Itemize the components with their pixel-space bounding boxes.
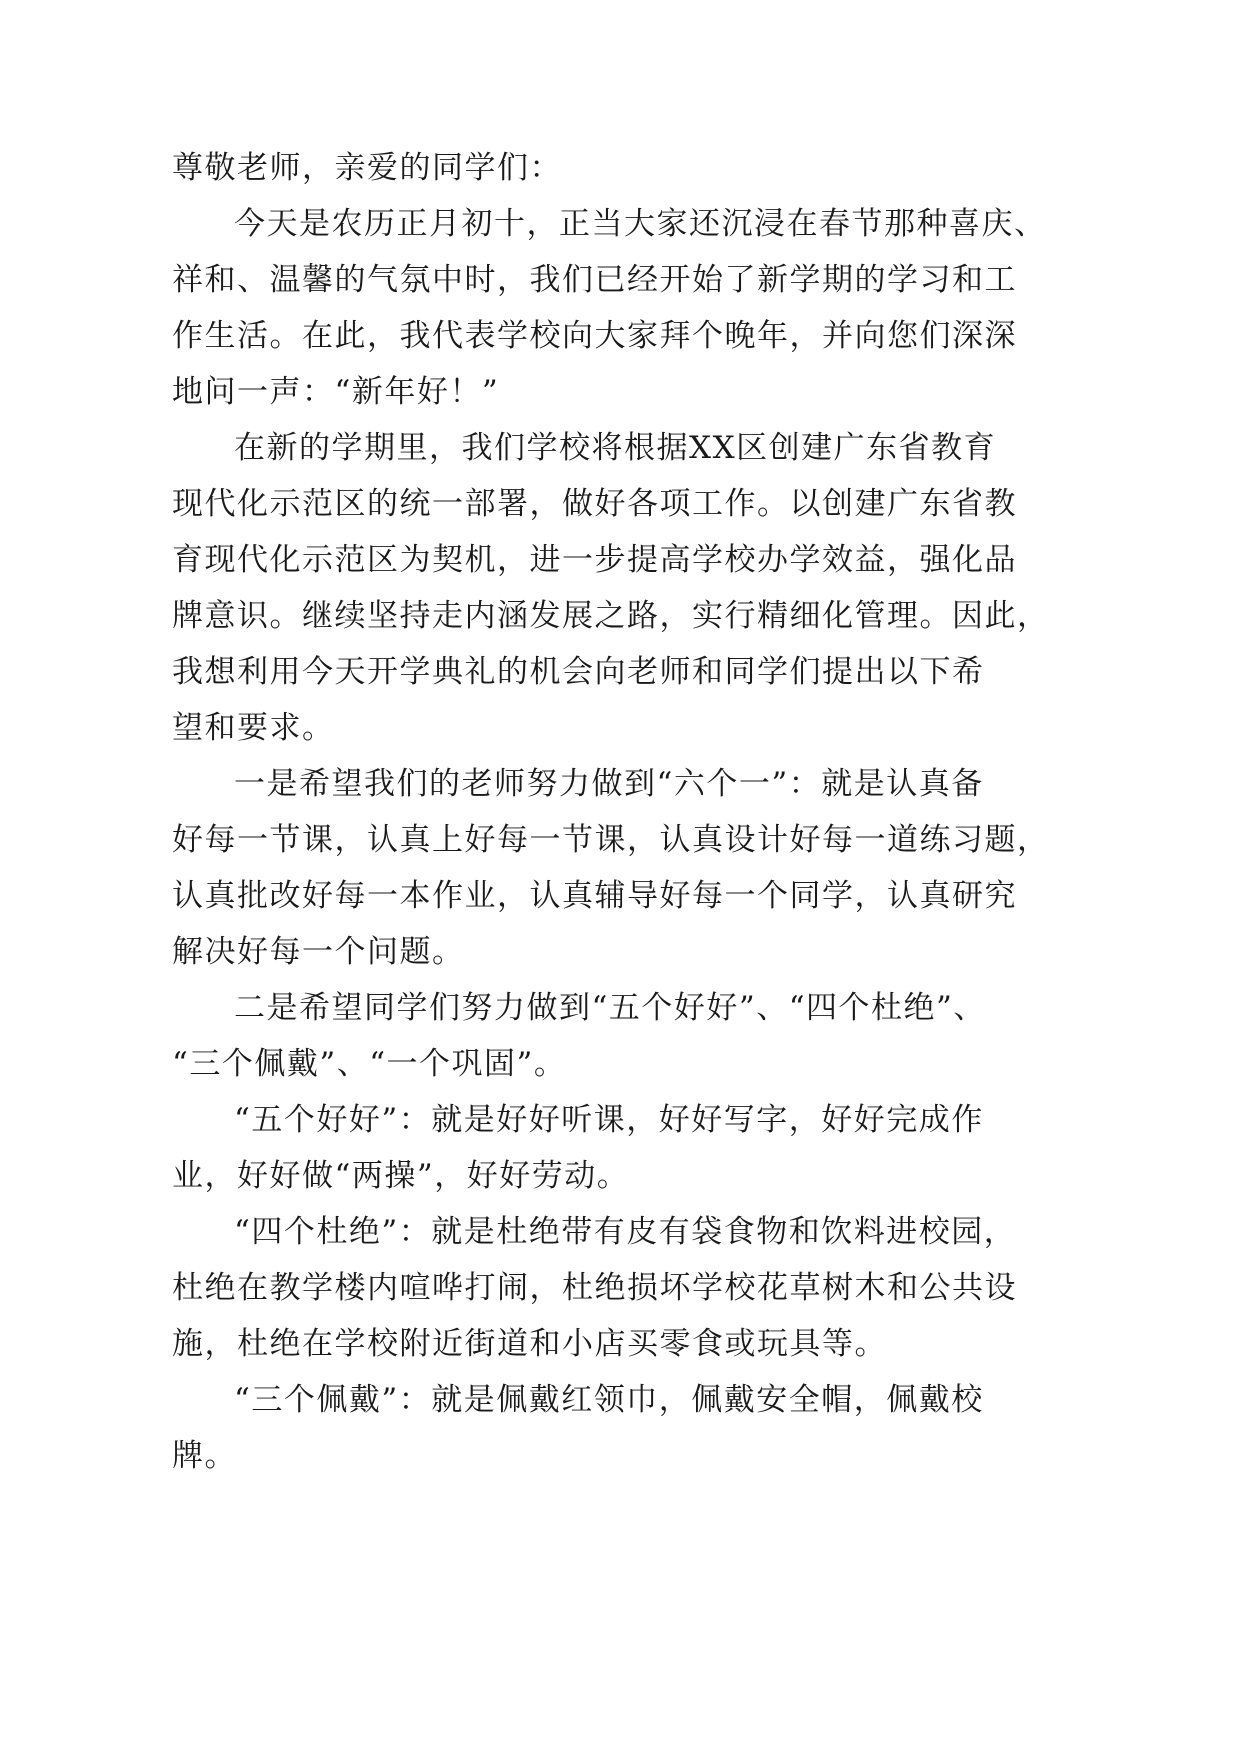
paragraph-3-line-1: 一是希望我们的老师努力做到“六个一”：就是认真备	[234, 766, 984, 802]
paragraph-2-line-1: 在新的学期里，我们学校将根据XX区创建广东省教育	[234, 430, 997, 466]
paragraph-3-line-2: 好每一节课，认真上好每一节课，认真设计好每一道练习题，	[172, 822, 1050, 858]
paragraph-2-line-3: 育现代化示范区为契机，进一步提高学校办学效益，强化品	[172, 542, 1017, 578]
paragraph-5-line-2: 业，好好做“两操”，好好劳动。	[172, 1158, 630, 1194]
paragraph-1-line-2: 祥和、温馨的气氛中时，我们已经开始了新学期的学习和工	[172, 262, 1017, 298]
paragraph-6-line-1: “四个杜绝”：就是杜绝带有皮有袋食物和饮料进校园，	[234, 1214, 1017, 1250]
paragraph-6-line-2: 杜绝在教学楼内喧哗打闹，杜绝损坏学校花草树木和公共设	[172, 1270, 1017, 1306]
paragraph-3-line-4: 解决好每一个问题。	[172, 934, 465, 970]
paragraph-1-line-1: 今天是农历正月初十，正当大家还沉浸在春节那种喜庆、	[234, 206, 1047, 242]
paragraph-7-line-2: 牌。	[172, 1438, 237, 1474]
paragraph-1-line-4: 地问一声：“新年好！”	[172, 374, 500, 410]
paragraph-4-line-2: “三个佩戴”、“一个巩固”。	[172, 1046, 567, 1082]
paragraph-5-line-1: “五个好好”：就是好好听课，好好写字，好好完成作	[234, 1102, 984, 1138]
paragraph-3-line-3: 认真批改好每一本作业，认真辅导好每一个同学，认真研究	[172, 878, 1017, 914]
paragraph-4-line-1: 二是希望同学们努力做到“五个好好”、“四个杜绝”、	[234, 990, 986, 1026]
paragraph-2-line-6: 望和要求。	[172, 710, 335, 746]
paragraph-6-line-3: 施，杜绝在学校附近街道和小店买零食或玩具等。	[172, 1326, 887, 1362]
paragraph-2-line-5: 我想利用今天开学典礼的机会向老师和同学们提出以下希	[172, 654, 985, 690]
paragraph-2-line-2: 现代化示范区的统一部署，做好各项工作。以创建广东省教	[172, 486, 1017, 522]
paragraph-7-line-1: “三个佩戴”：就是佩戴红领巾，佩戴安全帽，佩戴校	[234, 1382, 984, 1418]
greeting-line: 尊敬老师，亲爱的同学们：	[172, 150, 562, 186]
paragraph-2-line-4: 牌意识。继续坚持走内涵发展之路，实行精细化管理。因此，	[172, 598, 1050, 634]
paragraph-1-line-3: 作生活。在此，我代表学校向大家拜个晚年，并向您们深深	[172, 318, 1017, 354]
